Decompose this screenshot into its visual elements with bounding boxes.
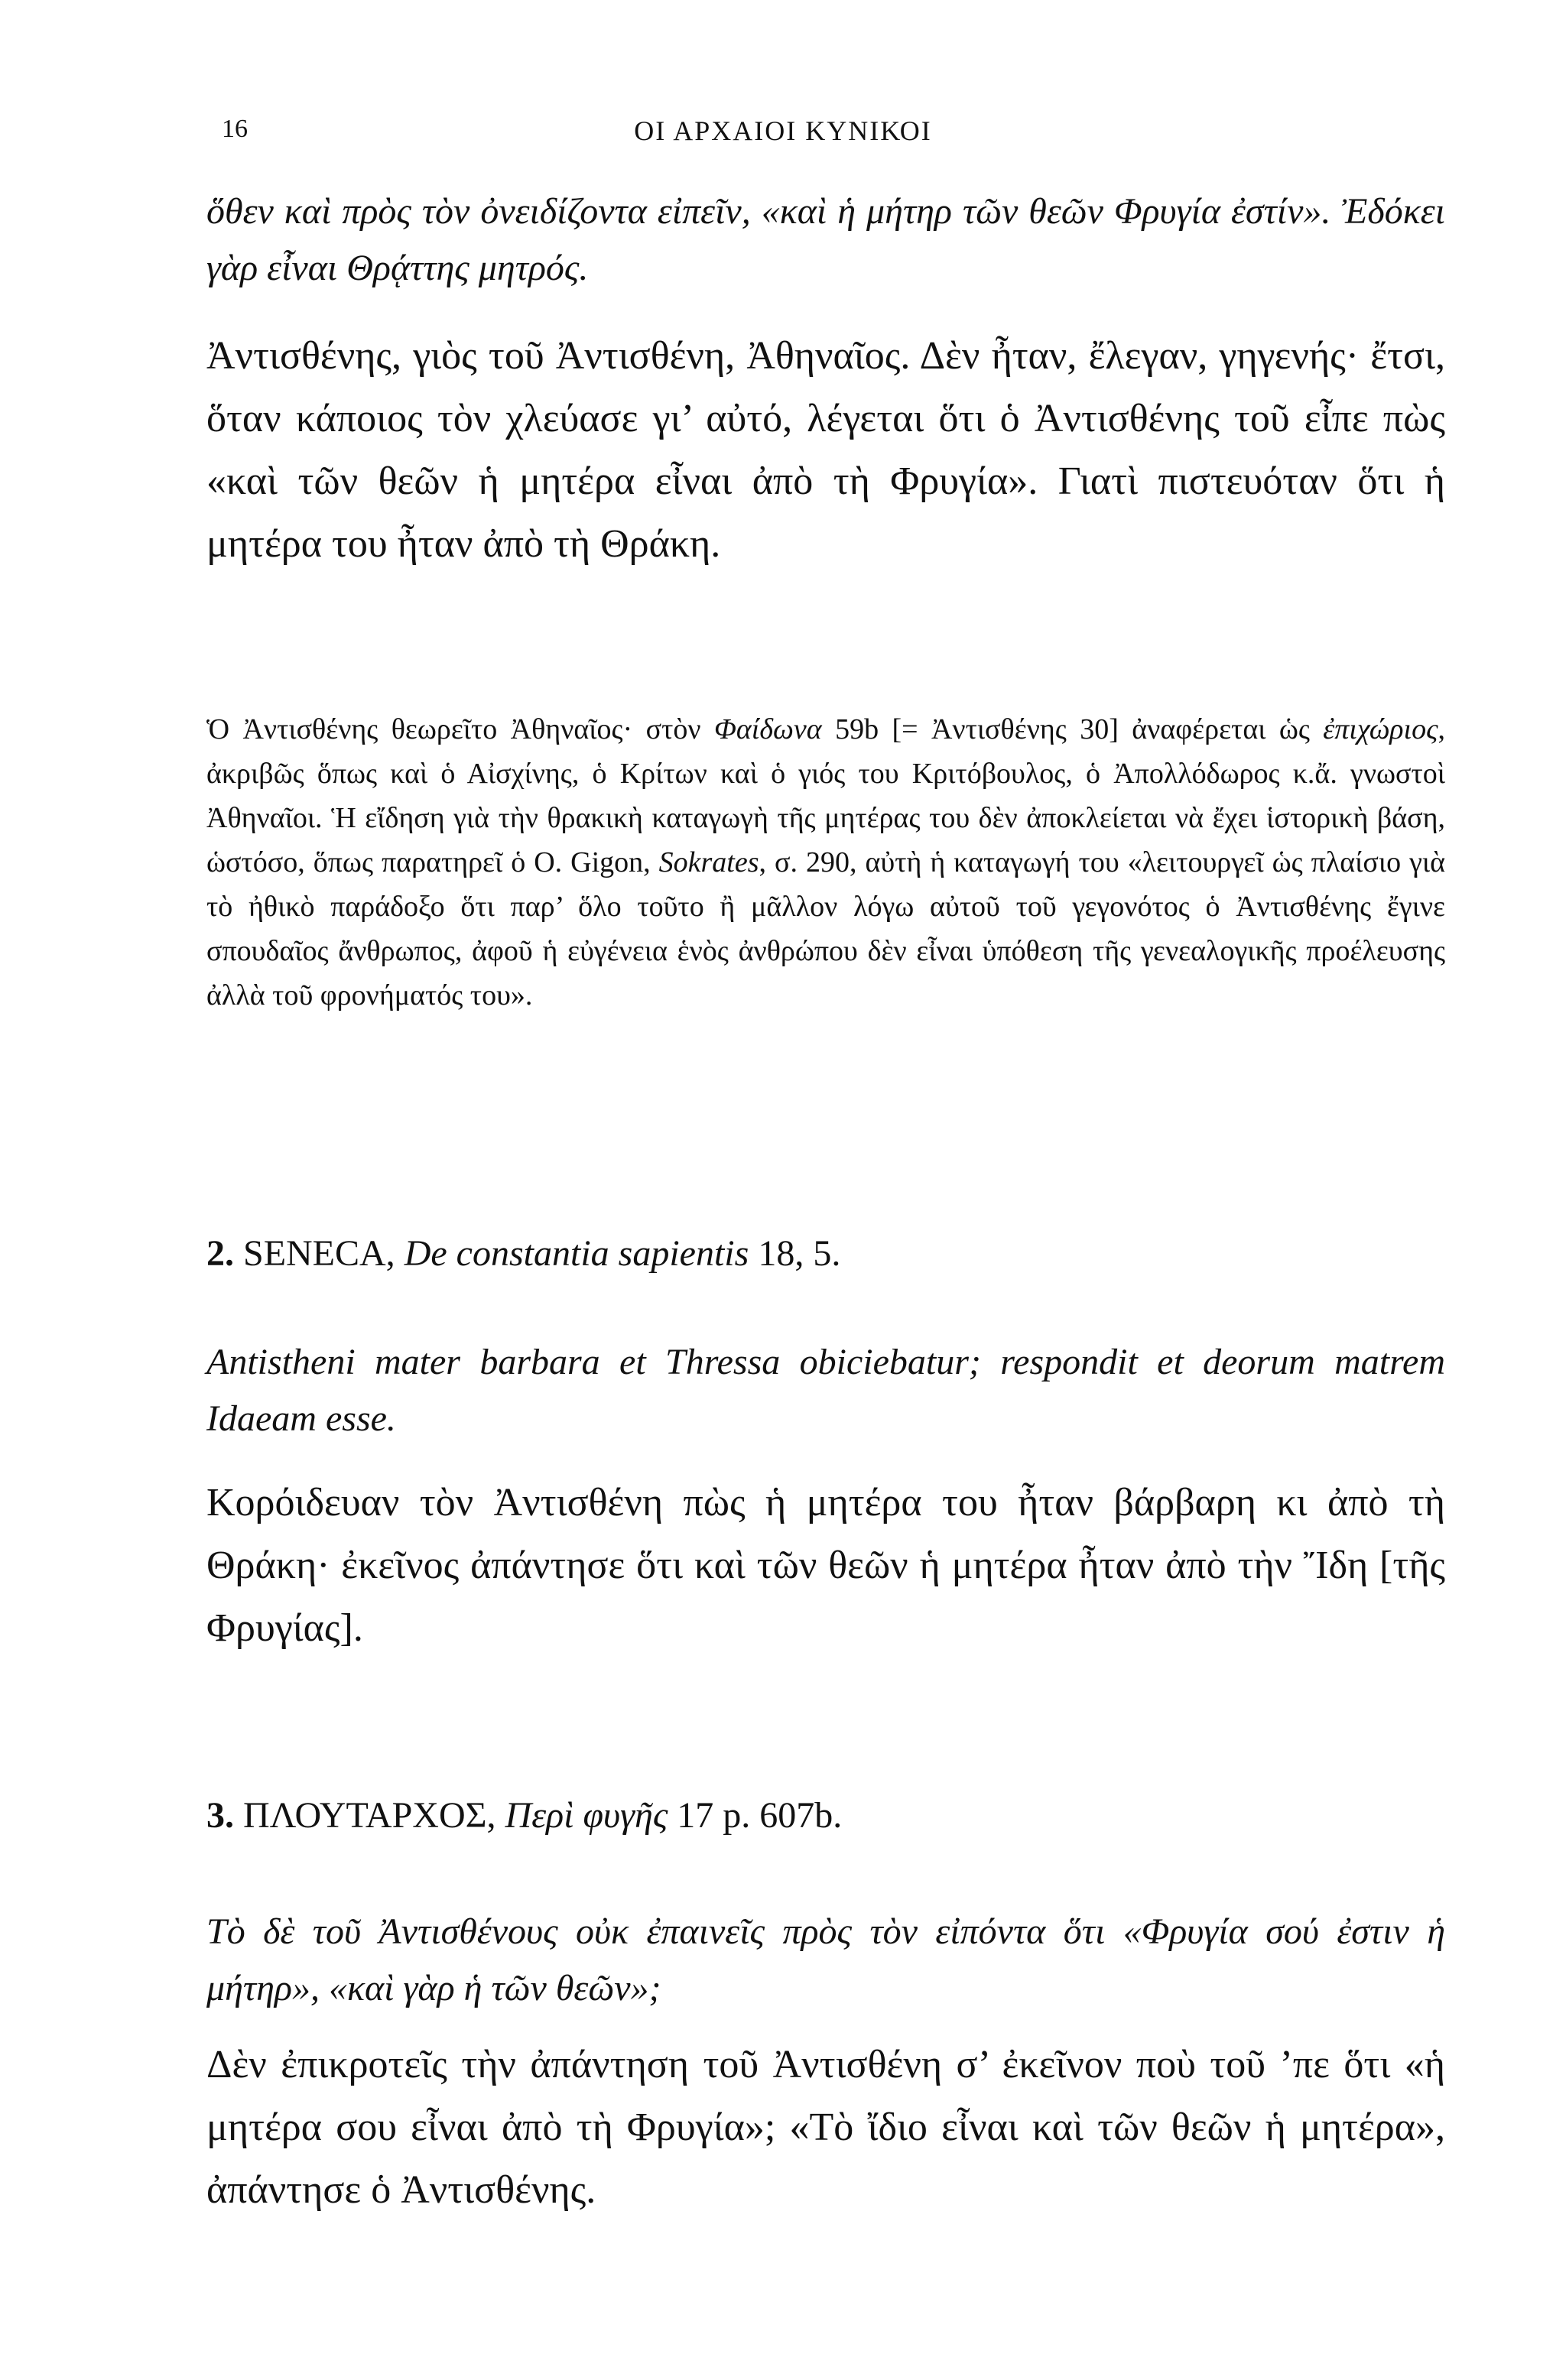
source-work-title: Περὶ φυγῆς bbox=[505, 1795, 668, 1836]
plutarch-translation-paragraph: Δὲν ἐπικροτεῖς τὴν ἀπάντηση τοῦ Ἀντισθένη σ’ ἐκεῖνον ποὺ τοῦ ’πε ὅτι «ἡ μητέρα σου εἶναι ἀπὸ τὴ Φρυγία»; «Τὸ ἴδιο εἶναι καὶ τῶν θεῶν ἡ μητέρα», ἀπάντησε ὁ Ἀντισθένης. bbox=[206, 2043, 1445, 2212]
page-number: 16 bbox=[222, 115, 248, 143]
work-title-phaedo: Φαίδωνα bbox=[713, 713, 822, 745]
commentary-text: Ὁ Ἀντισθένης θεωρεῖτο Ἀθηναῖος· στὸν bbox=[206, 713, 714, 745]
plutarch-source-quote: Τὸ δὲ τοῦ Ἀντισθένους οὐκ ἐπαινεῖς πρὸς τὸν εἰπόντα ὅτι «Φρυγία σού ἐστιν ἡ μήτηρ», «καὶ γὰρ ἡ τῶν θεῶν»; bbox=[206, 1911, 1445, 2008]
greek-translation-paragraph: Ἀντισθένης, γιὸς τοῦ Ἀντισθένη, Ἀθηναῖος. Δὲν ἦταν, ἔλεγαν, γηγενής· ἔτσι, ὅταν κάποιος τὸν χλεύασε γι’ αὐτό, λέγεται ὅτι ὁ Ἀντισθένης τοῦ εἶπε πὼς «καὶ τῶν θεῶν ἡ μητέρα εἶναι ἀπὸ τὴ Φρυγία». Γιατὶ πιστευόταν ὅτι ἡ μητέρα του ἦταν ἀπὸ τὴ Θράκη. bbox=[206, 334, 1445, 566]
section-heading-plutarch bbox=[206, 1793, 1445, 1839]
source-reference: 18, 5. bbox=[749, 1233, 841, 1274]
section-number: 2. bbox=[206, 1233, 234, 1274]
work-title-sokrates: Sokrates bbox=[658, 846, 759, 878]
commentary-text: , ἀκριβῶς ὅπως καὶ ὁ Αἰσχίνης, ὁ Κρίτων καὶ ὁ γιός του Κριτόβουλος, ὁ Ἀπολλόδωρος κ.ἄ. γνωστοὶ Ἀθηναῖοι. Ἡ εἴδηση γιὰ τὴν θρακικὴ καταγωγὴ τῆς μητέρας του δὲν ἀποκλείεται νὰ ἔχει ἱστορικὴ βάση, ὡστόσο, ὅπως παρατηρεῖ ὁ O. Gigon, bbox=[206, 713, 1446, 878]
section-heading-seneca bbox=[206, 1231, 1445, 1277]
source-author: SENECA, bbox=[234, 1233, 404, 1274]
source-work-title: De constantia sapientis bbox=[404, 1233, 749, 1274]
commentary-text: , σ. 290, αὐτὴ ἡ καταγωγή του «λειτουργεῖ ὡς πλαίσιο γιὰ τὸ ἠθικὸ παράδοξο ὅτι παρ’ ὅλο τοῦτο ἢ μᾶλλον λόγω αὐτοῦ τοῦ γεγονότος ὁ Ἀντισθένης ἔγινε σπουδαῖος ἄνθρωπος, ἀφοῦ ἡ εὐγένεια ἑνὸς ἀνθρώπου δὲν εἶναι ὑπόθεση τῆς γενεαλογικῆς προέλευσης ἀλλὰ τοῦ φρονήματός του». bbox=[206, 846, 1445, 1011]
commentary-note bbox=[206, 707, 1445, 1018]
commentary-text: 59b [= Ἀντισθένης 30] ἀναφέρεται ὡς bbox=[821, 713, 1324, 745]
source-reference: 17 p. 607b. bbox=[668, 1795, 843, 1836]
latin-source-quote: Antistheni mater barbara et Thressa obiciebatur; respondit et deorum matrem Idaeam esse. bbox=[206, 1342, 1445, 1439]
term-epichorios: ἐπιχώριος bbox=[1323, 713, 1438, 745]
source-author: ΠΛΟΥΤΑΡΧΟΣ, bbox=[234, 1795, 505, 1836]
seneca-translation-paragraph: Κορόιδευαν τὸν Ἀντισθένη πὼς ἡ μητέρα του ἦταν βάρβαρη κι ἀπὸ τὴ Θράκη· ἐκεῖνος ἀπάντησε ὅτι καὶ τῶν θεῶν ἡ μητέρα ἦταν ἀπὸ τὴν Ἴδη [τῆς Φρυγίας]. bbox=[206, 1481, 1445, 1650]
greek-source-quote: ὅθεν καὶ πρὸς τὸν ὀνειδίζοντα εἰπεῖν, «καὶ ἡ μήτηρ τῶν θεῶν Φρυγία ἐστίν». Ἐδόκει γὰρ εἶναι Θρᾴττης μητρός. bbox=[206, 191, 1445, 288]
section-number: 3. bbox=[206, 1795, 234, 1836]
running-title: ΟΙ ΑΡΧΑΙΟΙ ΚΥΝΙΚΟΙ bbox=[634, 115, 932, 146]
